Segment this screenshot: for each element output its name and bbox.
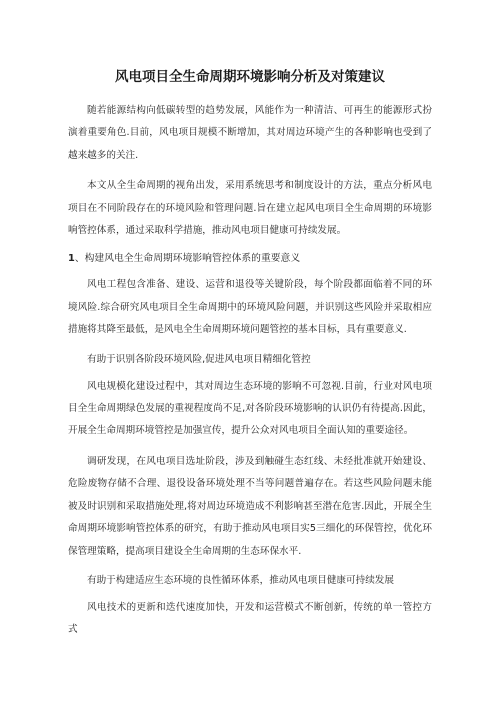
subsection-1-paragraph-2: 调研发现，在风电项目选址阶段，涉及到触碰生态红线、未经批准就开始建设、危险废物存储不合理、退役设备环境处理不当等问题普遍存在。若这些风险问题未能被及时识别和采取措施处理,将对周边环境造成不利影响甚至潜在危害.因此，开展全生命周期环境影响管控体系的研究，有助于推动风电项目实5三细化的环保管控，优化环保管理策略，提高项目建设全生命周期的生态环保水平. xyxy=(68,455,432,557)
section-1-number: 1 xyxy=(68,253,75,265)
document-title: 风电项目全生命周期环境影响分析及对策建议 xyxy=(115,69,385,85)
intro-paragraph-2: 本文从全生命周期的视角出发，采用系统思考和制度设计的方法，重点分析风电项目在不同阶段存在的环境风险和管理问题.旨在建立起风电项目全生命周期的环境影响管控体系，通过采取科学措施，推动风电项目健康可持续发展。 xyxy=(68,180,432,237)
section-1-heading xyxy=(68,250,432,268)
section-1-paragraph: 风电工程包含准备、建设、运营和退役等关键阶段，每个阶段都面临着不同的环境风险.综合研究风电项目全生命周期中的环境风险问题，并识别这些风险并采取相应措施将其降至最低，是风电全生命周期环境问题管控的基本目标，具有重要意义. xyxy=(68,279,432,336)
subsection-1-heading: 有助于识别各阶段环境风险,促进风电项目精细化管控 xyxy=(87,353,311,365)
subsection-1-paragraph-1: 风电规模化建设过程中，其对周边生态环境的影响不可忽视.目前，行业对风电项目全生命周期绿色发展的重视程度尚不足,对各阶段环境影响的认识仍有待提高.因此，开展全生命周期环境管控是加强宣传，提升公众对风电项目全面认知的重要途径。 xyxy=(68,380,432,437)
section-1-title: 、构建风电全生命周期环境影响管控体系的重要意义 xyxy=(74,253,301,265)
subsection-2-paragraph: 风电技术的更新和迭代速度加快，开发和运营模式不断创新，传统的单一管控方式 xyxy=(68,601,432,636)
subsection-2-heading: 有助于构建适应生态环境的良性循环体系，推动风电项目健康可持续发展 xyxy=(87,574,394,586)
intro-paragraph-1: 随若能源结构向低碳转型的趋势发展，风能作为一种清洁、可再生的能源形式扮演着重要角色.目前，风电项目规模不断增加，其对周边环境产生的各种影响也受到了越来越多的关注. xyxy=(68,105,432,161)
